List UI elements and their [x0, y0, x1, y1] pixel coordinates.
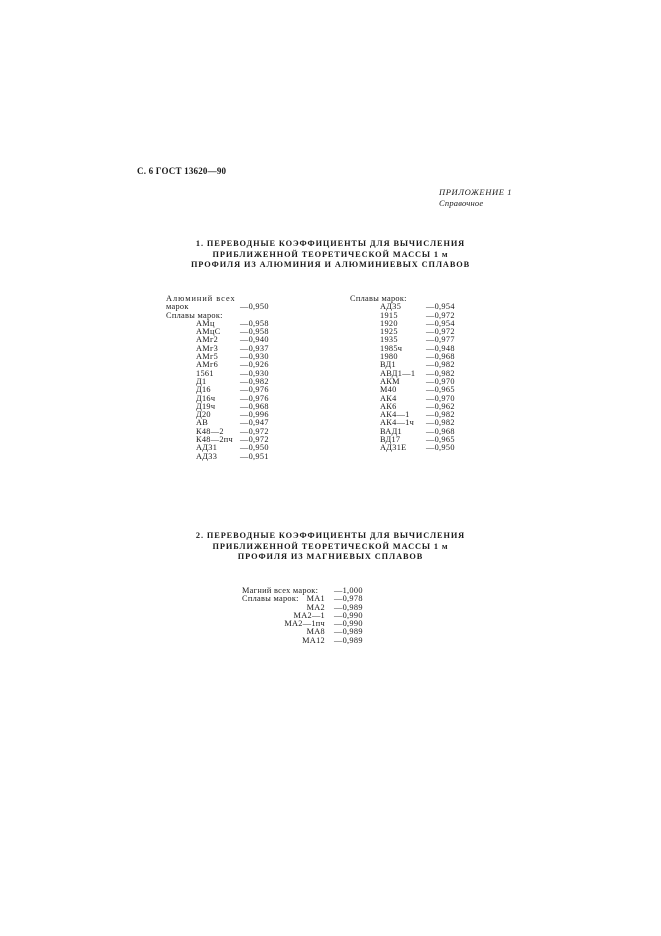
coefficient-value: —0,982	[426, 410, 455, 420]
alloy-grade: АК4—1ч	[380, 418, 415, 428]
alloys-label: Сплавы марок:	[242, 594, 299, 604]
aluminum-all-grades-label-cont: марок	[166, 302, 189, 312]
alloy-grade: Д16ч	[196, 393, 216, 403]
coefficient-value: —0,982	[426, 418, 455, 428]
page-reference: С. 6 ГОСТ 13620—90	[137, 166, 227, 176]
coefficient-value: —0,954	[426, 318, 455, 328]
alloy-grade: 1561	[196, 368, 214, 378]
alloy-grade: АД31Е	[380, 443, 407, 453]
section1-title-line: ПРИБЛИЖЕННОЙ ТЕОРЕТИЧЕСКОЙ МАССЫ 1 м	[212, 249, 449, 259]
coefficient-value: —0,951	[240, 451, 269, 461]
alloys-label: Сплавы марок:	[166, 310, 223, 320]
alloy-grade: МА8	[306, 627, 325, 637]
section1-title-line: ПРОФИЛЯ ИЗ АЛЮМИНИЯ И АЛЮМИНИЕВЫХ СПЛАВОВ	[190, 260, 471, 269]
alloy-grade: АК4	[380, 393, 397, 403]
alloy-grade: АМцС	[196, 327, 221, 337]
magnesium-all-grades-value: —1,000	[334, 586, 363, 595]
coefficient-value: —0,965	[426, 435, 455, 445]
alloy-grade: ВД17	[380, 435, 401, 445]
magnesium-all-grades-label: Магний всех марок:	[242, 586, 319, 595]
alloy-grade: 1925	[380, 327, 398, 337]
coefficient-value: —0,976	[240, 393, 269, 403]
alloy-grade: МА1	[306, 594, 325, 604]
alloy-grade: АВД1—1	[380, 368, 416, 378]
coefficient-value: —0,926	[240, 360, 269, 370]
coefficient-value: —0,940	[240, 335, 269, 345]
section2-title	[0, 531, 661, 563]
alloy-grade: АМг2	[196, 335, 219, 345]
coefficient-value: —0,950	[240, 443, 269, 453]
alloy-grade: МА2—1пч	[284, 619, 325, 629]
alloy-grade: АД35	[380, 302, 402, 312]
alloy-grade: АМг5	[196, 352, 219, 362]
alloy-grade: АМц	[196, 318, 215, 328]
section2-title-line: ПРИБЛИЖЕННОЙ ТЕОРЕТИЧЕСКОЙ МАССЫ 1 м	[212, 541, 449, 551]
appendix-label: ПРИЛОЖЕНИЕ 1	[439, 187, 513, 197]
coefficient-value: —0,930	[240, 368, 269, 378]
alloy-grade: АД31	[196, 443, 218, 453]
alloy-grade: К48—2	[196, 426, 224, 436]
alloy-grade: Д16	[196, 385, 211, 395]
coefficient-value: —0,970	[426, 393, 455, 403]
aluminum-all-grades-label: Алюминий всех	[166, 294, 236, 303]
alloy-grade: М40	[380, 385, 397, 395]
alloy-grade: АК4—1	[380, 410, 410, 420]
coefficient-value: —0,968	[240, 401, 269, 411]
alloy-grade: МА2—1	[293, 610, 325, 620]
coefficient-value: —0,989	[334, 627, 363, 637]
coefficient-value: —0,958	[240, 327, 269, 337]
coefficient-value: —0,972	[240, 426, 269, 436]
alloy-grade: 1920	[380, 318, 398, 328]
alloy-grade: АКМ	[380, 376, 400, 386]
coefficient-value: —0,982	[240, 376, 269, 386]
alloy-grade: 1935	[380, 335, 398, 345]
coefficient-value: —0,948	[426, 343, 455, 353]
coefficient-value: —0,978	[334, 594, 363, 604]
coefficient-value: —0,976	[240, 385, 269, 395]
coefficient-value: —0,982	[426, 360, 455, 370]
coefficient-value: —0,972	[426, 310, 455, 320]
aluminum-all-grades-value: —0,950	[240, 302, 269, 312]
alloy-grade: 1915	[380, 310, 398, 320]
section2-title-line: ПРОФИЛЯ ИЗ МАГНИЕВЫХ СПЛАВОВ	[237, 552, 424, 561]
coefficient-value: —0,970	[426, 376, 455, 386]
coefficient-value: —0,947	[240, 418, 269, 428]
coefficient-value: —0,937	[240, 343, 269, 353]
coefficient-value: —0,989	[334, 602, 363, 612]
alloy-grade: ВД1	[380, 360, 396, 370]
coefficient-value: —0,958	[240, 318, 269, 328]
alloy-grade: 1985ч	[380, 343, 403, 353]
alloy-grade: 1980	[380, 352, 398, 362]
alloy-grade: ВАД1	[380, 426, 403, 436]
table-row	[242, 637, 372, 645]
alloy-grade: Д20	[196, 410, 211, 420]
coefficient-value: —0,990	[334, 610, 363, 620]
coefficient-value: —0,982	[426, 368, 455, 378]
coefficient-value: —0,977	[426, 335, 455, 345]
section2-title-line: 2. ПЕРЕВОДНЫЕ КОЭФФИЦИЕНТЫ ДЛЯ ВЫЧИСЛЕНИЯ	[195, 531, 466, 540]
coefficient-value: —0,968	[426, 426, 455, 436]
alloy-grade: Д1	[196, 376, 207, 386]
coefficient-value: —0,972	[240, 435, 269, 445]
section1-title-line: 1. ПЕРЕВОДНЫЕ КОЭФФИЦИЕНТЫ ДЛЯ ВЫЧИСЛЕНИЯ	[195, 239, 466, 248]
alloy-grade: АМг3	[196, 343, 219, 353]
alloy-grade: АД33	[196, 451, 218, 461]
alloy-grade: Д19ч	[196, 401, 216, 411]
alloys-label: Сплавы марок:	[350, 294, 407, 303]
appendix-note: Справочное	[439, 198, 484, 208]
alloy-grade: К48—2пч	[196, 435, 233, 445]
coefficient-value: —0,990	[334, 619, 363, 629]
coefficient-value: —0,950	[426, 443, 455, 453]
coefficient-value: —0,996	[240, 410, 269, 420]
alloy-grade: МА2	[306, 602, 325, 612]
alloy-grade: АВ	[196, 418, 209, 428]
alloy-list	[242, 595, 372, 645]
alloy-grade: МА12	[302, 635, 325, 645]
coefficient-value: —0,930	[240, 352, 269, 362]
alloy-grade: АМг6	[196, 360, 219, 370]
coefficient-value: —0,989	[334, 635, 363, 645]
coefficient-value: —0,962	[426, 401, 455, 411]
coefficient-value: —0,972	[426, 327, 455, 337]
alloy-grade: АК6	[380, 401, 397, 411]
coefficient-value: —0,968	[426, 352, 455, 362]
section1-title	[0, 239, 661, 271]
coefficient-value: —0,965	[426, 385, 455, 395]
coefficient-value: —0,954	[426, 302, 455, 312]
